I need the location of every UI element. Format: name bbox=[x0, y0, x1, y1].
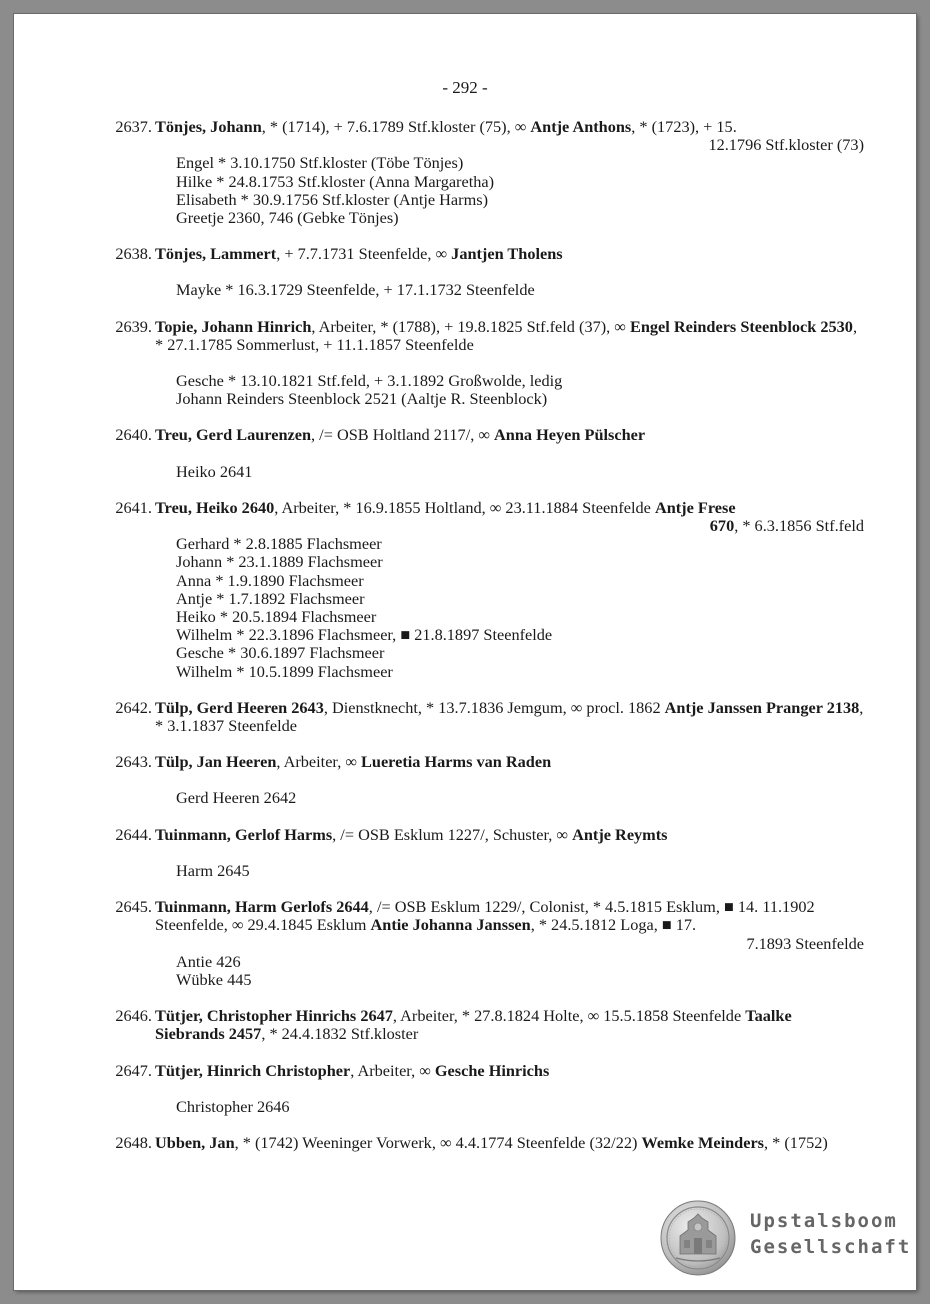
child-record: Gerhard * 2.8.1885 Flachsmeer bbox=[176, 534, 382, 554]
person-name: Engel Reinders Steenblock 2530 bbox=[629, 316, 853, 336]
entry-detail: , * (1723), + 15. bbox=[631, 117, 737, 136]
person-name: Gesche Hinrichs bbox=[434, 1060, 550, 1080]
children-list bbox=[155, 154, 864, 227]
person-name: Tönjes, Lammert bbox=[155, 244, 277, 264]
genealogy-entry bbox=[94, 118, 864, 227]
entry-detail: , * (1714), + 7.6.1789 Stf.kloster (75), ∞ bbox=[261, 117, 531, 136]
genealogy-entry bbox=[94, 699, 864, 735]
entry-number: 2645. bbox=[115, 897, 152, 917]
person-name: Anna Heyen Pülscher bbox=[494, 425, 646, 445]
entry-heading bbox=[155, 118, 864, 136]
entry-number: 2639. bbox=[115, 316, 152, 336]
entry-number: 2637. bbox=[115, 117, 152, 136]
genealogy-entry bbox=[94, 1134, 864, 1152]
children-list bbox=[155, 372, 864, 408]
genealogy-entry bbox=[94, 1007, 864, 1043]
person-name: Tönjes, Johann bbox=[155, 117, 262, 136]
child-record: Gesche * 30.6.1897 Flachsmeer bbox=[176, 643, 385, 663]
genealogy-entry bbox=[94, 753, 864, 807]
children-list bbox=[155, 281, 864, 299]
child-record: Antje * 1.7.1892 Flachsmeer bbox=[176, 588, 365, 608]
entry-heading bbox=[155, 1134, 864, 1152]
child-record: Gerd Heeren 2642 bbox=[176, 788, 297, 808]
entry-heading bbox=[155, 499, 864, 517]
children-list bbox=[155, 953, 864, 989]
entry-detail: , + 7.7.1731 Steenfelde, ∞ bbox=[276, 244, 452, 264]
child-record: Greetje 2360, 746 (Gebke Tönjes) bbox=[176, 208, 399, 228]
entry-heading bbox=[155, 898, 864, 934]
entry-heading bbox=[155, 318, 864, 354]
children-list bbox=[155, 535, 864, 681]
person-name: Antje Frese bbox=[654, 497, 736, 517]
person-name: Tülp, Gerd Heeren 2643 bbox=[155, 697, 324, 717]
genealogy-entry bbox=[94, 318, 864, 409]
entry-detail: , * 6.3.1856 Stf.feld bbox=[734, 516, 864, 536]
document-page bbox=[14, 14, 916, 1290]
page-number: - 292 - bbox=[442, 78, 488, 97]
entry-detail: , /= OSB Esklum 1227/, Schuster, ∞ bbox=[332, 824, 573, 844]
person-name: Tütjer, Christopher Hinrichs 2647 bbox=[155, 1006, 393, 1026]
child-record: Christopher 2646 bbox=[176, 1096, 290, 1116]
person-name: Tuinmann, Gerlof Harms bbox=[155, 824, 333, 844]
entry-list bbox=[94, 118, 864, 1170]
entry-number: 2644. bbox=[115, 824, 152, 844]
entry-detail: , /= OSB Esklum 1229/, Colonist, * 4.5.1815 Esklum, ■ 14. 11.1902 Steenfelde, ∞ 29.4.1845 Esklum bbox=[155, 897, 815, 935]
entry-detail: , * 3.1.1837 Steenfelde bbox=[155, 697, 864, 736]
child-record: Wilhelm * 10.5.1899 Flachsmeer bbox=[176, 661, 393, 681]
person-name: Topie, Johann Hinrich bbox=[155, 316, 312, 336]
entry-number: 2643. bbox=[115, 752, 152, 772]
entry-detail: , * 24.4.1832 Stf.kloster bbox=[261, 1024, 419, 1044]
person-name: Treu, Gerd Laurenzen bbox=[155, 425, 312, 445]
entry-number: 2641. bbox=[115, 497, 152, 517]
entry-heading bbox=[155, 826, 864, 844]
child-record: Anna * 1.9.1890 Flachsmeer bbox=[176, 570, 364, 590]
genealogy-entry bbox=[94, 426, 864, 480]
person-name: Tuinmann, Harm Gerlofs 2644 bbox=[155, 897, 369, 917]
entry-detail: , Arbeiter, * (1788), + 19.8.1825 Stf.feld (37), ∞ bbox=[311, 316, 630, 336]
child-record: Johann * 23.1.1889 Flachsmeer bbox=[176, 552, 383, 572]
children-list bbox=[155, 463, 864, 481]
entry-detail: , Dienstknecht, * 13.7.1836 Jemgum, ∞ procl. 1862 bbox=[323, 697, 665, 717]
entry-number: 2647. bbox=[115, 1060, 152, 1080]
entry-heading-continuation bbox=[155, 136, 864, 154]
child-record: Wilhelm * 22.3.1896 Flachsmeer, ■ 21.8.1897 Steenfelde bbox=[176, 625, 553, 645]
person-name: Tütjer, Hinrich Christopher bbox=[155, 1060, 351, 1080]
person-name: Tülp, Jan Heeren bbox=[155, 752, 277, 772]
entry-detail: , * (1742) Weeninger Vorwerk, ∞ 4.4.1774 Steenfelde (32/22) bbox=[234, 1132, 642, 1152]
person-name: Antje Reymts bbox=[572, 824, 668, 844]
person-name: 670 bbox=[709, 516, 735, 536]
entry-detail: , Arbeiter, * 27.8.1824 Holte, ∞ 15.5.1858 Steenfelde bbox=[392, 1006, 746, 1026]
entry-heading bbox=[155, 699, 864, 735]
child-record: Heiko * 20.5.1894 Flachsmeer bbox=[176, 607, 377, 627]
person-name: Antje Janssen Pranger 2138 bbox=[664, 697, 860, 717]
child-record: Gesche * 13.10.1821 Stf.feld, + 3.1.1892 Großwolde, ledig bbox=[176, 371, 563, 391]
person-name: Lueretia Harms van Raden bbox=[361, 752, 552, 772]
entry-number: 2640. bbox=[115, 425, 152, 445]
entry-detail: , * (1752) bbox=[764, 1132, 828, 1152]
entry-detail: , /= OSB Holtland 2117/, ∞ bbox=[311, 425, 495, 445]
child-record: Mayke * 16.3.1729 Steenfelde, + 17.1.1732 Steenfelde bbox=[176, 280, 535, 300]
entry-heading bbox=[155, 245, 864, 263]
genealogy-entry bbox=[94, 1062, 864, 1116]
entry-detail: 7.1893 Steenfelde bbox=[746, 933, 864, 953]
entry-heading bbox=[155, 753, 864, 771]
child-record: Engel * 3.10.1750 Stf.kloster (Töbe Tönjes) bbox=[176, 153, 464, 173]
child-record: Heiko 2641 bbox=[176, 461, 253, 481]
entry-heading bbox=[155, 426, 864, 444]
genealogy-entry bbox=[94, 245, 864, 299]
person-name: Wemke Meinders bbox=[641, 1132, 765, 1152]
entry-heading-continuation bbox=[155, 935, 864, 953]
child-record: Harm 2645 bbox=[176, 860, 250, 880]
children-list bbox=[155, 789, 864, 807]
person-name: Antje Anthons bbox=[530, 117, 632, 136]
entry-number: 2638. bbox=[115, 244, 152, 264]
entry-detail: , * 24.5.1812 Loga, ■ 17. bbox=[530, 915, 697, 935]
child-record: Antie 426 bbox=[176, 951, 241, 971]
person-name: Antie Johanna Janssen bbox=[370, 915, 531, 935]
genealogy-entry bbox=[94, 826, 864, 880]
person-name: Ubben, Jan bbox=[155, 1132, 235, 1152]
entry-heading bbox=[155, 1062, 864, 1080]
entry-detail: , Arbeiter, ∞ bbox=[350, 1060, 435, 1080]
entry-detail: , Arbeiter, ∞ bbox=[276, 752, 362, 772]
child-record: Elisabeth * 30.9.1756 Stf.kloster (Antje Harms) bbox=[176, 189, 489, 209]
child-record: Johann Reinders Steenblock 2521 (Aaltje R. Steenblock) bbox=[176, 389, 548, 409]
entry-detail: 12.1796 Stf.kloster (73) bbox=[708, 135, 864, 155]
society-name-line-1: Upstalsboom bbox=[750, 1210, 898, 1232]
child-record: Hilke * 24.8.1753 Stf.kloster (Anna Margaretha) bbox=[176, 171, 495, 191]
children-list bbox=[155, 1098, 864, 1116]
entry-heading bbox=[155, 1007, 864, 1043]
entry-heading-continuation bbox=[155, 517, 864, 535]
child-record: Wübke 445 bbox=[176, 969, 252, 989]
person-name: Taalke Siebrands 2457 bbox=[155, 1006, 792, 1044]
entry-number: 2646. bbox=[115, 1006, 152, 1026]
entry-number: 2648. bbox=[115, 1132, 152, 1152]
society-name-line-2: Gesellschaft bbox=[750, 1236, 912, 1258]
seal-icon bbox=[660, 1200, 736, 1276]
children-list bbox=[155, 862, 864, 880]
person-name: Treu, Heiko 2640 bbox=[155, 497, 275, 517]
person-name: Jantjen Tholens bbox=[451, 244, 563, 264]
society-name bbox=[750, 1208, 911, 1260]
genealogy-entry bbox=[94, 499, 864, 681]
entry-detail: , Arbeiter, * 16.9.1855 Holtland, ∞ 23.11.1884 Steenfelde bbox=[274, 497, 655, 517]
genealogy-entry bbox=[94, 898, 864, 989]
society-logo bbox=[660, 1198, 916, 1278]
entry-detail: , * 27.1.1785 Sommerlust, + 11.1.1857 Steenfelde bbox=[155, 316, 858, 354]
entry-number: 2642. bbox=[115, 697, 152, 717]
